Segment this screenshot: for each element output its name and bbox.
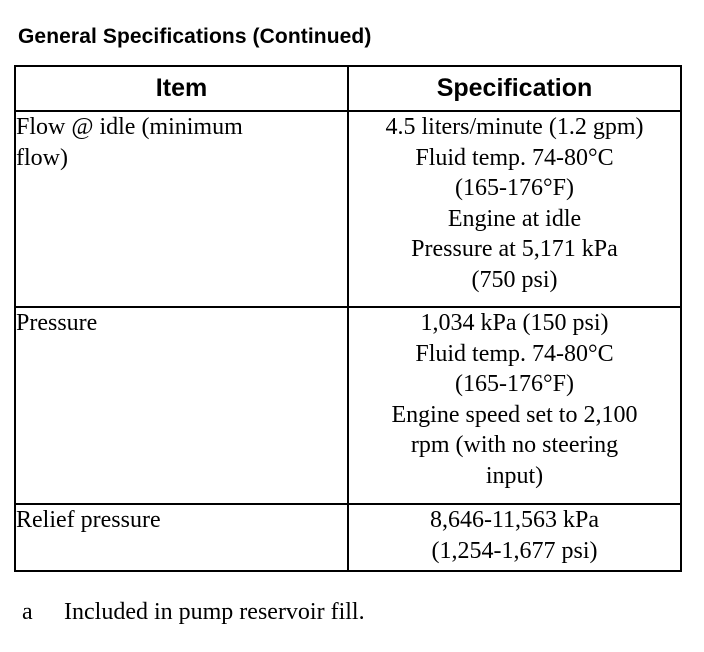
item-text-line: Flow @ idle (minimum: [16, 114, 243, 140]
item-cell: [15, 111, 348, 307]
table-row: [15, 111, 681, 307]
item-cell: [15, 504, 348, 571]
footnote-text: Included in pump reservoir fill.: [64, 599, 365, 625]
spec-text-line: (165-176°F): [455, 175, 574, 201]
specifications-table: [14, 65, 682, 572]
column-header-specification: Specification: [348, 66, 681, 111]
specification-cell: [348, 307, 681, 504]
spec-text-line: (165-176°F): [455, 371, 574, 397]
table-row: [15, 307, 681, 504]
specification-cell: [348, 504, 681, 571]
specification-cell: [348, 111, 681, 307]
spec-text-line: 8,646-11,563 kPa: [429, 507, 600, 533]
spec-text-line: (750 psi): [471, 266, 558, 293]
spec-text-line: 4.5 liters/minute (1.2 gpm): [385, 114, 644, 140]
footnote-marker: a: [22, 599, 33, 625]
spec-text-line: rpm (with no steering: [410, 432, 619, 458]
spec-text-line: Fluid temp. 74-80°C: [415, 340, 614, 367]
item-text-line: flow): [16, 144, 68, 171]
spec-text-line: Fluid temp. 74-80°C: [415, 144, 614, 171]
column-header-item: Item: [15, 66, 348, 111]
page-title: General Specifications (Continued): [18, 25, 372, 48]
footnote: [22, 597, 365, 627]
item-cell: [15, 307, 348, 504]
spec-text-line: (1,254-1,677 psi): [431, 537, 598, 564]
spec-text-line: Engine speed set to 2,100: [391, 401, 638, 428]
spec-text-line: Engine at idle: [447, 205, 582, 232]
item-text-line: Pressure: [16, 310, 98, 336]
table-row: [15, 504, 681, 571]
item-text-line: Relief pressure: [16, 507, 161, 533]
spec-text-line: input): [485, 462, 544, 489]
table-header-row: [15, 66, 681, 111]
spec-text-line: Pressure at 5,171 kPa: [411, 236, 618, 262]
spec-text-line: 1,034 kPa (150 psi): [420, 310, 609, 336]
